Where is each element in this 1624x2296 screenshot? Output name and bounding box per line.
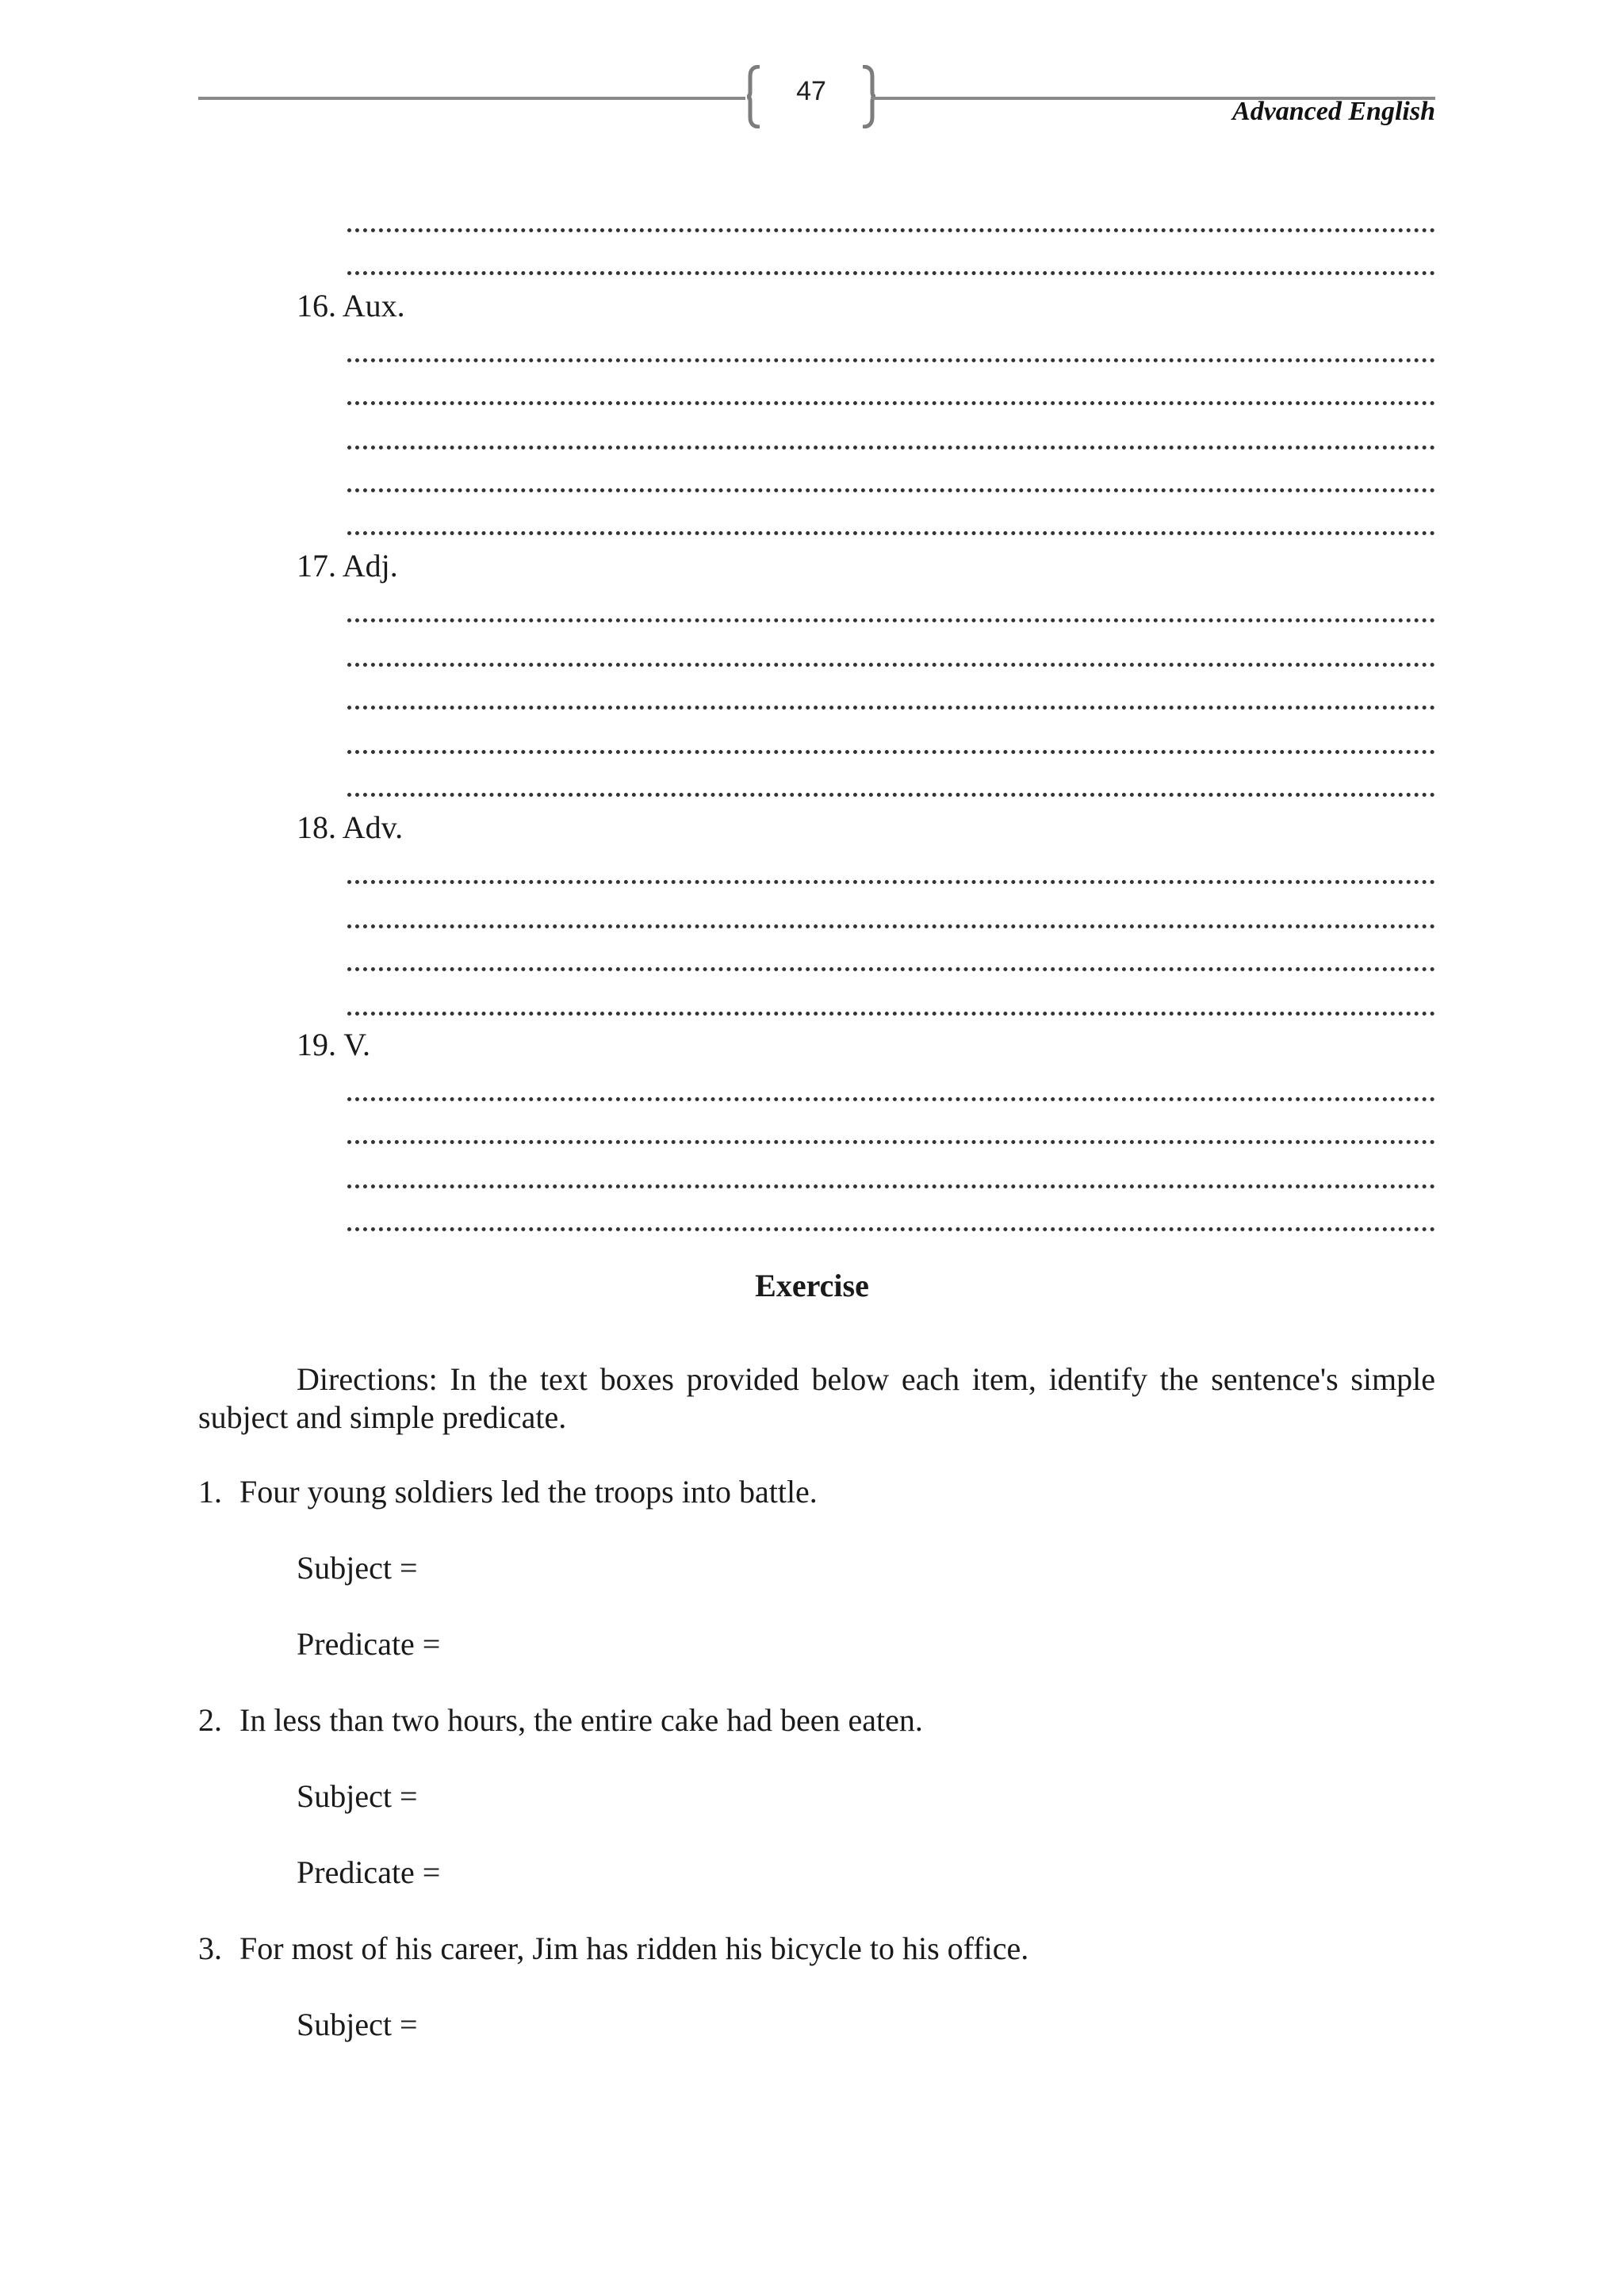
question-number: 3. — [198, 1931, 222, 1966]
answer-line[interactable] — [347, 507, 1435, 535]
answer-line[interactable] — [347, 901, 1435, 928]
question-text: In less than two hours, the entire cake had been eaten. — [239, 1702, 923, 1738]
answer-line[interactable] — [347, 1116, 1435, 1144]
answer-line[interactable] — [347, 988, 1435, 1016]
question-1 — [198, 1476, 818, 1508]
page-number: 47 — [796, 76, 826, 106]
exercise-directions: Directions: In the text boxes provided below each item, identify the sentence's simple subject and simple predicate. — [198, 1361, 1435, 1435]
answer-line[interactable] — [347, 726, 1435, 754]
subject-field-1[interactable]: Subject = — [297, 1550, 418, 1586]
question-number: 1. — [198, 1474, 222, 1510]
answer-line[interactable] — [347, 205, 1435, 232]
question-text: For most of his career, Jim has ridden his bicycle to his office. — [239, 1931, 1029, 1966]
answer-line[interactable] — [347, 1161, 1435, 1188]
header-rule-left — [198, 97, 745, 100]
predicate-field-2[interactable]: Predicate = — [297, 1854, 441, 1890]
predicate-field-1[interactable]: Predicate = — [297, 1626, 441, 1662]
answer-line[interactable] — [347, 856, 1435, 884]
answer-line[interactable] — [347, 247, 1435, 275]
item-label-adv: 18. Adv. — [297, 809, 404, 845]
answer-line[interactable] — [347, 682, 1435, 710]
answer-line[interactable] — [347, 769, 1435, 797]
item-label-adj: 17. Adj. — [297, 548, 398, 584]
item-label-aux: 16. Aux. — [297, 288, 405, 323]
answer-line[interactable] — [347, 335, 1435, 362]
answer-line[interactable] — [347, 377, 1435, 405]
subject-field-3[interactable]: Subject = — [297, 2007, 418, 2042]
answer-line[interactable] — [347, 422, 1435, 450]
exercise-heading: Exercise — [755, 1268, 869, 1303]
answer-line[interactable] — [347, 943, 1435, 971]
answer-line[interactable] — [347, 1203, 1435, 1231]
answer-line[interactable] — [347, 595, 1435, 622]
subject-field-2[interactable]: Subject = — [297, 1778, 418, 1814]
answer-line[interactable] — [347, 465, 1435, 492]
answer-line[interactable] — [347, 1073, 1435, 1101]
item-label-verb: 19. V. — [297, 1027, 371, 1062]
question-3 — [198, 1933, 1028, 1965]
left-bracket-icon — [745, 65, 763, 128]
book-title: Advanced English — [1232, 97, 1435, 126]
question-number: 2. — [198, 1702, 222, 1738]
answer-line[interactable] — [347, 639, 1435, 667]
question-text: Four young soldiers led the troops into battle. — [239, 1474, 818, 1510]
question-2 — [198, 1702, 923, 1738]
